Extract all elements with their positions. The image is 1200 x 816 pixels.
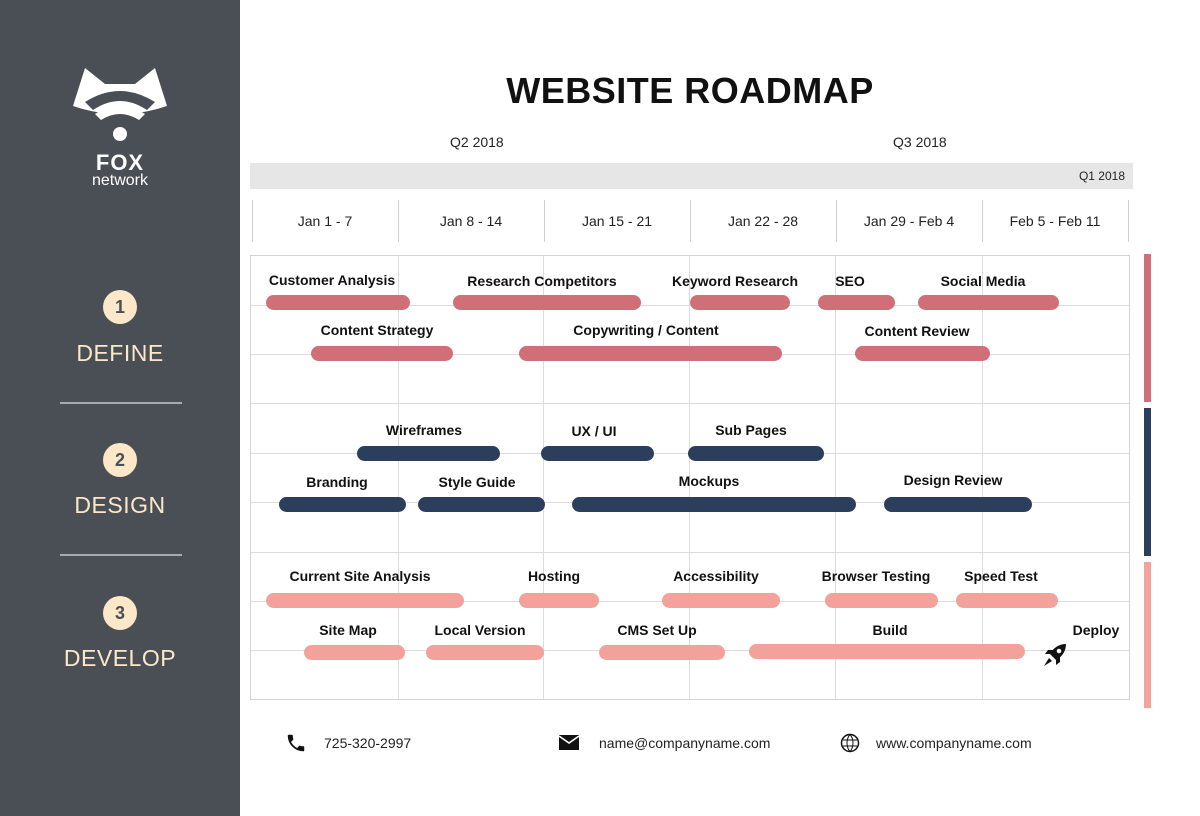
task-label: Research Competitors	[467, 273, 617, 289]
grid-line	[835, 256, 836, 699]
email-link[interactable]: name@companyname.com	[599, 735, 771, 751]
globe-icon	[840, 733, 860, 753]
grid-line	[543, 256, 544, 699]
task-bar	[426, 645, 544, 660]
task-label: Wireframes	[385, 422, 463, 438]
fox-logo-icon	[67, 62, 173, 144]
week-label: Feb 5 - Feb 11	[1009, 213, 1101, 229]
grid-line	[251, 403, 1129, 404]
task-bar	[572, 497, 856, 512]
task-label: Content Strategy	[320, 322, 434, 338]
phase-edge-define	[1144, 254, 1151, 402]
task-bar	[690, 295, 790, 310]
week-label: Jan 22 - 28	[727, 213, 799, 229]
task-label: Current Site Analysis	[289, 568, 431, 584]
phone-icon	[285, 732, 307, 754]
task-label: Local Version	[434, 622, 526, 638]
phase-edge-design	[1144, 408, 1151, 556]
task-label: Hosting	[527, 568, 581, 584]
task-bar	[818, 295, 895, 310]
week-label: Jan 8 - 14	[439, 213, 503, 229]
task-label: UX / UI	[571, 423, 617, 439]
task-bar	[304, 645, 405, 660]
task-bar	[884, 497, 1032, 512]
task-bar	[519, 346, 782, 361]
phase-number-badge: 2	[103, 443, 137, 477]
task-label: Speed Test	[964, 568, 1038, 584]
phase-number-badge: 1	[103, 290, 137, 324]
task-label: Social Media	[940, 273, 1026, 289]
quarter-band	[250, 163, 1133, 189]
brand-name: FOX	[95, 150, 145, 175]
task-label: Browser Testing	[821, 568, 931, 584]
task-label: Style Guide	[438, 474, 516, 490]
task-bar	[688, 446, 824, 461]
task-bar	[541, 446, 654, 461]
sidebar	[0, 0, 240, 816]
quarter-label-q3: Q3 2018	[893, 134, 947, 150]
mail-icon	[559, 735, 579, 751]
grid-line	[251, 552, 1129, 553]
task-label: Keyword Research	[671, 273, 799, 289]
task-label: Site Map	[319, 622, 377, 638]
task-label: Copywriting / Content	[573, 322, 719, 338]
website-link[interactable]: www.companyname.com	[876, 735, 1032, 751]
task-bar	[266, 295, 410, 310]
task-bar	[599, 645, 725, 660]
phase-label: DEVELOP	[63, 645, 177, 671]
quarter-label-q2: Q2 2018	[450, 134, 504, 150]
task-bar	[918, 295, 1059, 310]
task-label: Accessibility	[673, 568, 759, 584]
week-label: Jan 29 - Feb 4	[863, 213, 955, 229]
task-bar	[357, 446, 500, 461]
week-separator	[1128, 200, 1129, 242]
phase-edge-develop	[1144, 562, 1151, 708]
contact-phone	[285, 730, 445, 756]
task-label: Sub Pages	[715, 422, 787, 438]
task-label: SEO	[835, 273, 865, 289]
week-label: Jan 15 - 21	[581, 213, 653, 229]
milestone-label: Deploy	[1072, 622, 1120, 638]
task-bar	[453, 295, 641, 310]
task-bar	[956, 593, 1058, 608]
task-label: Branding	[306, 474, 368, 490]
task-label: Build	[872, 622, 908, 638]
contact-website	[840, 730, 1060, 756]
brand-subtitle: network	[91, 172, 149, 189]
task-bar	[855, 346, 990, 361]
task-bar	[825, 593, 938, 608]
task-label: Mockups	[678, 473, 740, 489]
phase-divider	[60, 402, 182, 404]
task-bar	[266, 593, 464, 608]
task-label: CMS Set Up	[617, 622, 697, 638]
task-bar	[418, 497, 545, 512]
task-bar	[519, 593, 599, 608]
phase-label: DESIGN	[74, 492, 166, 518]
quarter-label-q1: Q1 2018	[1078, 169, 1125, 183]
task-label: Customer Analysis	[268, 272, 396, 288]
phase-number-badge: 3	[103, 596, 137, 630]
task-bar	[662, 593, 780, 608]
task-label: Content Review	[864, 323, 970, 339]
rocket-icon	[1042, 642, 1068, 668]
week-label: Jan 1 - 7	[297, 213, 353, 229]
task-bar	[279, 497, 406, 512]
page-title: WEBSITE ROADMAP	[506, 70, 874, 111]
task-bar	[749, 644, 1025, 659]
contact-email	[559, 730, 799, 756]
phase-divider	[60, 554, 182, 556]
phase-label: DEFINE	[76, 340, 164, 366]
task-label: Design Review	[903, 472, 1003, 488]
task-bar	[311, 346, 453, 361]
phone-number: 725-320-2997	[324, 735, 412, 751]
